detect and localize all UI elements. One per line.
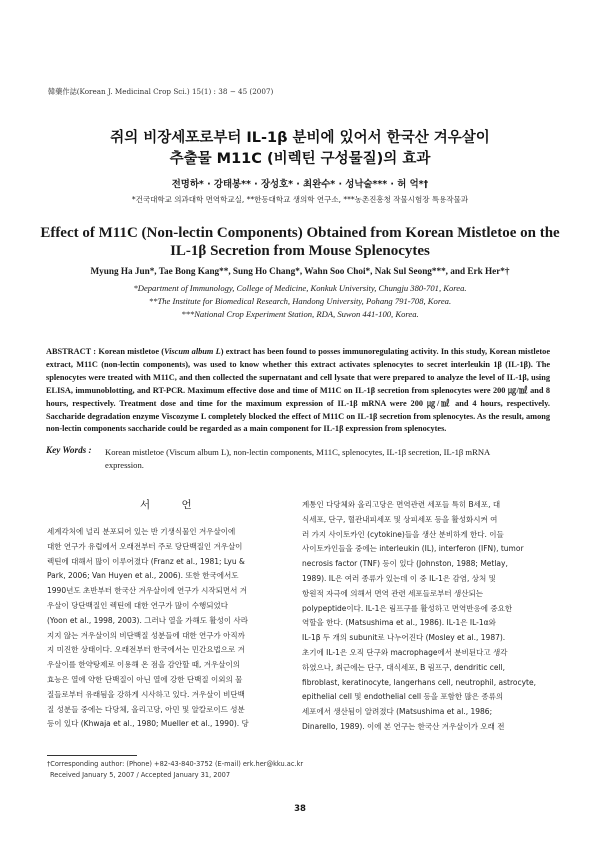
- body-line: 지 미진한 상태이다. 오래전부터 한국에서는 민간요법으로 겨: [47, 645, 245, 655]
- body-line: 질 성분들 중에는 다당체, 올리고당, 아민 및 알칼로이드 성분: [47, 704, 245, 714]
- footnote-divider: [47, 755, 137, 756]
- journal-citation: 韓藥作誌(Korean J. Medicinal Crop Sci.) 15(1) : 38 − 45 (2007): [48, 87, 274, 96]
- body-line: IL-1β 두 개의 subunit로 나누어진다 (Mosley et al., 1987).: [302, 633, 506, 643]
- body-line: 렉틴에 대해서 많이 이루어졌다 (Franz et al., 1981; Lyu &: [47, 556, 245, 566]
- keywords-line-2: expression.: [105, 459, 144, 470]
- korean-authors: 전명하* · 강태봉** · 장성호* · 최완수* · 성낙술*** · 허 억*†: [171, 179, 429, 190]
- body-line: 초기에 IL-1은 오직 단구와 macrophage에서 분비된다고 생각: [302, 647, 508, 657]
- body-line: 세포에서 생산됨이 알려졌다 (Matsushima et al., 1986;: [302, 707, 493, 717]
- body-line: epithelial cell 및 endothelial cell 등을 포함한 많은 종류의: [302, 692, 504, 702]
- body-line: 등이 있다 (Khwaja et al., 1980; Mueller et al., 1990). 당: [47, 719, 249, 729]
- body-line: 세계각처에 널리 분포되어 있는 반 기생식물인 겨우살이에: [47, 527, 236, 536]
- abstract: [46, 346, 550, 436]
- english-affiliation-1: *Department of Immunology, College of Medicine, Konkuk University, Chungju 380-701, Korea.: [133, 283, 467, 293]
- english-affiliation-3: ***National Crop Experiment Station, RDA, Suwon 441-100, Korea.: [181, 309, 419, 319]
- body-line: 지지 않는 겨우살이의 비단백질 성분들에 대한 연구가 아직까: [47, 630, 245, 640]
- footnote-corresponding-author: †Corresponding author: (Phone) +82-43-840-3752 (E-mail) erk.her@kku.ac.kr: [47, 760, 304, 768]
- english-title-line-2: IL-1β Secretion from Mouse Splenocytes: [170, 243, 430, 259]
- korean-title-line-2: 추출물 M11C (비렉틴 구성물질)의 효과: [169, 151, 431, 167]
- body-line: 우살이를 한약탕제로 이용해 온 점을 감안할 때, 겨우살이의: [47, 660, 240, 670]
- body-line: 우살이 당단백질인 렉틴에 대한 연구가 많이 수행되었다: [47, 600, 228, 610]
- body-line: fibroblast, keratinocyte, langerhans cell, neutrophil, astrocyte,: [302, 677, 536, 687]
- body-line: Dinarello, 1989). 이에 본 연구는 한국산 겨우살이가 오래 전: [302, 721, 505, 731]
- body-line: Park, 2006; Van Huyen et al., 2006). 또한 한국에서도: [47, 571, 239, 581]
- body-line: 하였으나, 최근에는 단구, 대식세포, B 림프구, dendritic cell,: [302, 662, 506, 672]
- body-line: 계통인 다당체와 올리고당은 면역관련 세포들 특히 B세포, 대: [302, 500, 501, 509]
- page-number: 38: [294, 804, 306, 814]
- body-line: 1990년도 초반부터 한국산 겨우살이에 연구가 시작되면서 겨: [47, 586, 248, 596]
- footnote-received-date: Received January 5, 2007 / Accepted January 31, 2007: [50, 771, 231, 779]
- abstract-label: ABSTRACT :: [46, 347, 97, 356]
- keywords-line-1: Korean mistletoe (Viscum album L), non-lectin components, M11C, splenocytes, IL-1β secretion, IL-1β mRNA: [105, 447, 491, 457]
- body-line: 식세포, 단구, 혈관내피세포 및 상피세포 등을 활성화시켜 여: [302, 514, 498, 524]
- body-line: 러 가지 사이토카인 (cytokine)들을 생산 분비하게 한다. 이들: [302, 529, 504, 539]
- section-heading-introduction: 서 언: [140, 499, 206, 511]
- korean-affiliations: *건국대학교 의과대학 면역학교실, **한동대학교 생의학 연구소, ***농촌진흥청 작물시험장 특용작물과: [131, 195, 469, 204]
- english-authors: Myung Ha Jun*, Tae Bong Kang**, Sung Ho Chang*, Wahn Soo Choi*, Nak Sul Seong***, and Erk Her*†: [90, 266, 510, 276]
- english-affiliation-2: **The Institute for Biomedical Research, Handong University, Pohang 791-708, Korea.: [148, 296, 452, 306]
- right-column: [302, 498, 554, 735]
- abstract-body: ) extract has been found to posses immunoregulating activity. In this study, Korean mistletoe extract, M11C (non-lectin components), was used to know whether this extract activates splenocytes to secret interleukin 1β (IL-1β). The splenocytes were treated with M11C, and then collected the supernatant and cell lysate that were prepared to analyze the level of IL-1β, using ELISA, immunoblotting, and RT-PCR. Maximum effective dose and time of M11C on IL-1β secretion from splenocytes were 200 ㎍/㎖ and 8 hours, respectively. Treatment dose and time for the maximum expression of IL-1β mRNA were 200 ㎍/㎖ and 4 hours, respectively. Saccharide degradation enzyme Viscozyme L completely blocked the effect of M11C on IL-1β secretion from splenocytes. As the result, among non-lectin components saccharide could be regarded as a main component for IL-1β expression from splenocytes.: [46, 347, 551, 434]
- body-line: 사이토카인들을 중에는 interleukin (IL), interferon (IFN), tumor: [302, 544, 524, 554]
- keywords-text: [105, 446, 555, 471]
- body-line: 효능은 열에 약한 단백질이 아닌 열에 강한 단백질 이외의 물: [47, 674, 243, 684]
- abstract-species: Viscum album L: [164, 347, 221, 356]
- left-column: [47, 525, 299, 732]
- english-title-line-1: Effect of M11C (Non-lectin Components) Obtained from Korean Mistletoe on the: [40, 225, 560, 241]
- body-line: 대한 연구가 유럽에서 오래전부터 주로 당단백질인 겨우살이: [47, 541, 243, 551]
- keywords-label: Key Words :: [46, 445, 92, 455]
- body-line: 항원적 자극에 의해서 면역 관련 세포들로부터 생산되는: [302, 588, 483, 598]
- body-line: necrosis factor (TNF) 등이 있다 (Johnston, 1988; Metlay,: [302, 559, 508, 569]
- body-line: 1989). IL은 여러 종류가 있는데 이 중 IL-1은 감염, 상처 및: [302, 573, 496, 583]
- body-line: (Yoon et al., 1998, 2003). 그러나 열을 가해도 활성이 사라: [47, 615, 248, 625]
- abstract-lead: Korean mistletoe (: [98, 347, 165, 356]
- body-line: 역할을 한다. (Matsushima et al., 1986). IL-1은 IL-1α와: [302, 618, 496, 628]
- body-line: polypeptide이다. IL-1은 림프구를 활성하고 면역반응에 중요한: [302, 603, 513, 613]
- korean-title-line-1: 쥐의 비장세포로부터 IL-1β 분비에 있어서 한국산 겨우살이: [110, 130, 490, 146]
- body-line: 질들로부터 유래됨을 강하게 시사하고 있다. 겨우살이 비단백: [47, 689, 245, 699]
